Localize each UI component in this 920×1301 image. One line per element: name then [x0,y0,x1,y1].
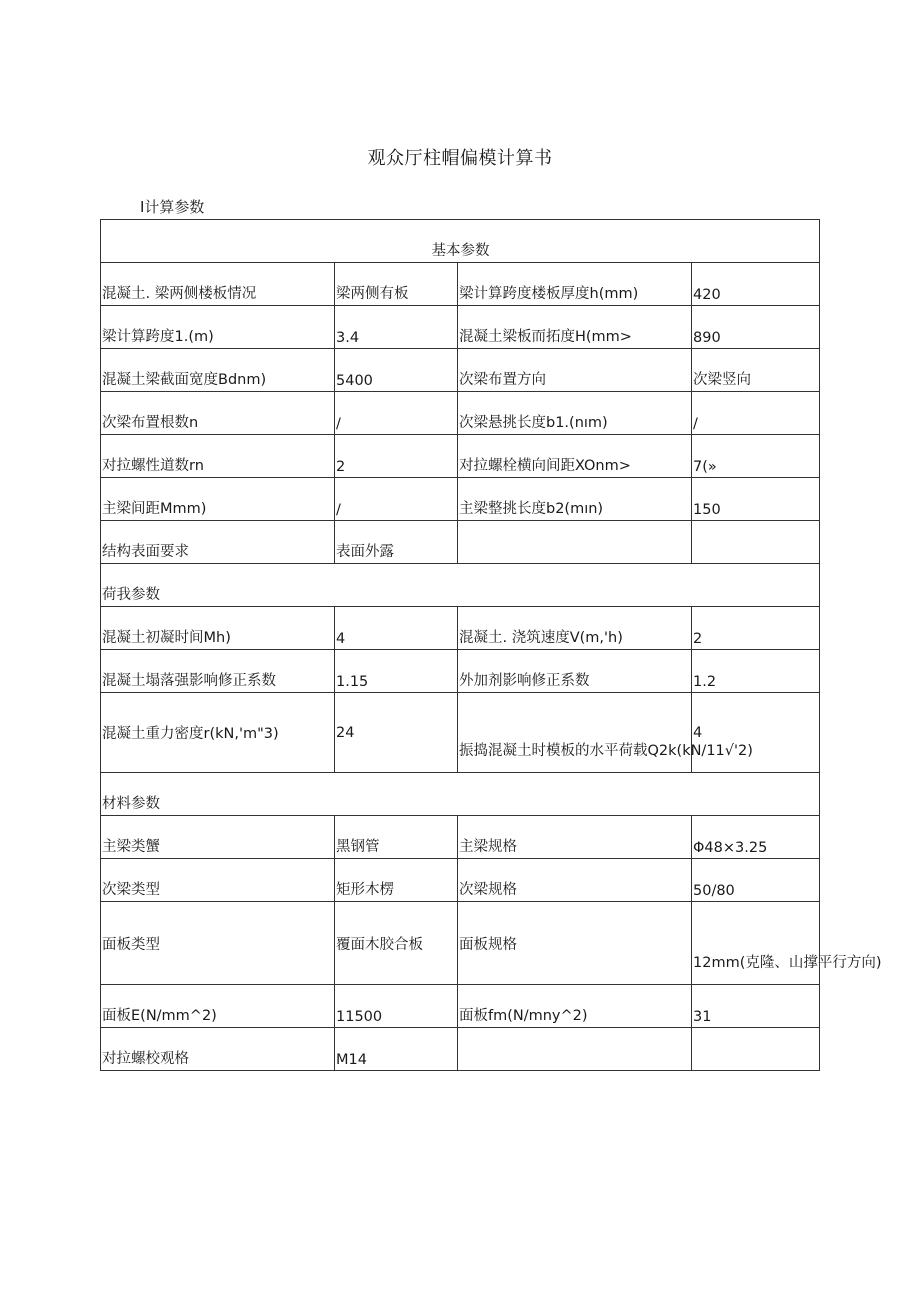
table-section-header [101,773,820,816]
load-params-header: 荷我参数 [101,564,820,607]
param-label: 混凝土重力密度r(kN,'m"3) [101,693,335,773]
table-row [101,650,820,693]
param-value: 7(» [692,435,820,478]
param-value: 420 [692,263,820,306]
table-row [101,816,820,859]
param-value: 2 [692,607,820,650]
param-label: 混凝土梁板而拓度H(mm> [458,306,692,349]
param-label: 对拉螺性道数rn [101,435,335,478]
table-row [101,478,820,521]
param-value: 1.15 [335,650,458,693]
param-label: 次梁类型 [101,859,335,902]
param-value: 24 [335,693,458,773]
param-label: 混凝土. 梁两侧楼板情况 [101,263,335,306]
param-value: M14 [335,1028,458,1071]
param-label: 振捣混凝土时模板的水平荷载Q2k(kN/11√'2) [458,693,692,773]
param-value: / [335,478,458,521]
param-label: 对拉螺栓横向间距XOnm> [458,435,692,478]
param-label: 外加剂影响修正系数 [458,650,692,693]
param-value: 黑钢管 [335,816,458,859]
param-label: 混凝土塌落强影响修正系数 [101,650,335,693]
document-title: 观众厅柱帽偏模计算书 [367,148,553,169]
param-value [692,521,820,564]
table-row [101,263,820,306]
table-row [101,1028,820,1071]
param-label [458,1028,692,1071]
param-value: Φ48×3.25 [692,816,820,859]
param-value: 表面外露 [335,521,458,564]
table-row [101,349,820,392]
param-label: 次梁悬挑长度b1.(nım) [458,392,692,435]
table-section-header [101,220,820,263]
param-value: 矩形木楞 [335,859,458,902]
table-section-header [101,564,820,607]
table-row [101,859,820,902]
param-label: 混凝土初凝时间Mh) [101,607,335,650]
param-value: 50/80 [692,859,820,902]
param-value: 12mm(克隆、山撑平行方向) [692,902,820,985]
param-value: 1.2 [692,650,820,693]
material-params-header: 材料参数 [101,773,820,816]
param-label: 结构表面要求 [101,521,335,564]
param-value: 150 [692,478,820,521]
param-label [458,521,692,564]
param-label: 主梁整挑长度b2(mın) [458,478,692,521]
param-label: 次梁布置根数n [101,392,335,435]
param-label: 面板类型 [101,902,335,985]
param-value: 4 [692,693,820,773]
param-value: 5400 [335,349,458,392]
param-label: 面板fm(N/mny^2) [458,985,692,1028]
param-value [692,1028,820,1071]
param-value: 4 [335,607,458,650]
param-label: 对拉螺校观格 [101,1028,335,1071]
param-label: 主梁类蟹 [101,816,335,859]
param-label: 混凝土. 浇筑速度V(m,'h) [458,607,692,650]
param-value: 覆面木胶合板 [335,902,458,985]
parameters-table [100,219,882,1071]
param-label: 梁计算跨度楼板厚度h(mm) [458,263,692,306]
table-row [101,607,820,650]
param-value: 梁两侧有板 [335,263,458,306]
table-row [101,985,820,1028]
param-label: 主梁规格 [458,816,692,859]
param-value: / [335,392,458,435]
section-heading: I计算参数 [140,198,205,216]
param-label: 面板规格 [458,902,692,985]
param-value: 890 [692,306,820,349]
param-label: 梁计算跨度1.(m) [101,306,335,349]
param-value: 3.4 [335,306,458,349]
param-label: 混凝土梁截面宽度Bdnm) [101,349,335,392]
basic-params-header: 基本参数 [101,220,820,263]
table-row [101,306,820,349]
table-row [101,435,820,478]
param-label: 次梁布置方向 [458,349,692,392]
param-label: 面板E(N/mm^2) [101,985,335,1028]
param-value: 2 [335,435,458,478]
param-value: 31 [692,985,820,1028]
table-row [101,392,820,435]
table-row [101,693,820,773]
param-value: 11500 [335,985,458,1028]
param-label: 主梁间距Mmm) [101,478,335,521]
param-value: / [692,392,820,435]
param-label: 次梁规格 [458,859,692,902]
table-row [101,902,820,985]
param-value: 次梁竖向 [692,349,820,392]
table-row [101,521,820,564]
